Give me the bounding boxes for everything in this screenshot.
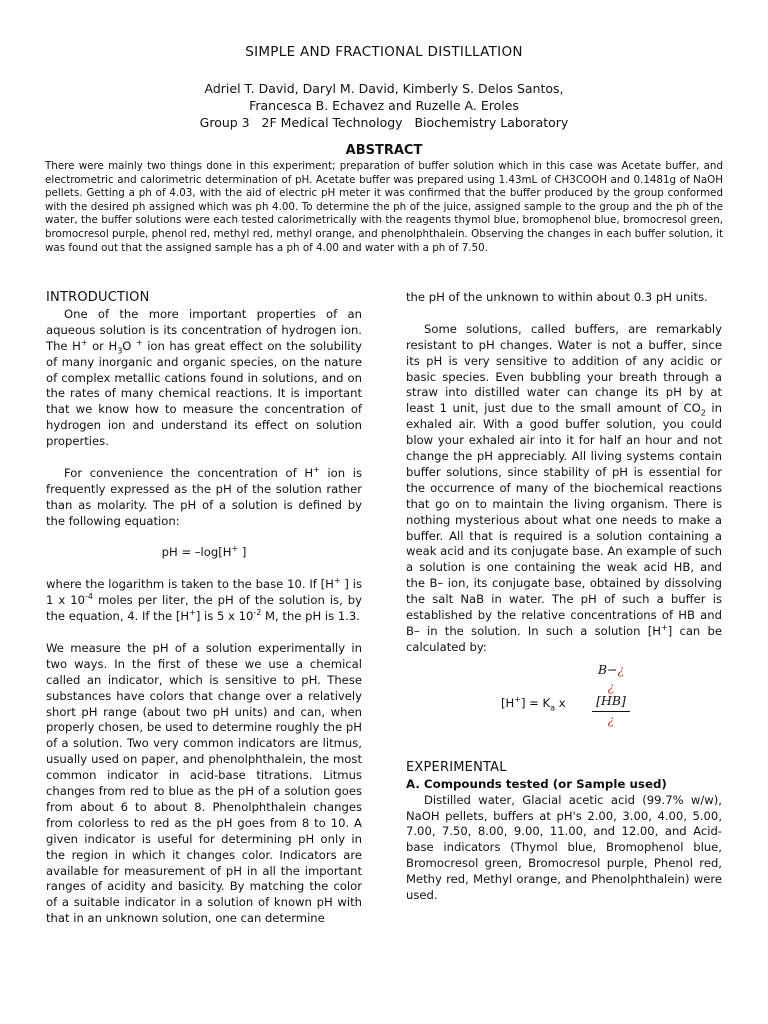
fraction-numerator: B−¿	[597, 661, 625, 677]
affiliation-line: Group 3 2F Medical Technology Biochemistry Laboratory	[199, 115, 569, 130]
intro-paragraph-3: where the logarithm is taken to the base 10. If [H+ ] is 1 x $10^{-4}$ moles per liter, the pH of the solution is, by the equation, 4. If the [H+] is 5 x $10^{-2}$ M, the pH is 1.3.	[46, 576, 363, 624]
intro-paragraph-4-continued: the pH of the unknown to within about 0.3 pH units.	[406, 290, 708, 304]
authors-line-2: Francesca B. Echavez and Ruzelle A. Eroles	[249, 98, 519, 113]
experimental-subheading: A. Compounds tested (or Sample used)	[406, 776, 667, 791]
authors-line-1: Adriel T. David, Daryl M. David, Kimberly S. Delos Santos,	[204, 81, 564, 96]
introduction-heading: INTRODUCTION	[46, 290, 150, 305]
right-column	[406, 290, 722, 904]
intro-paragraph-2: For convenience the concentration of H+ ion is frequently expressed as the pH of the solution rather than as molarity. The pH of a solution is defined by the following equation:	[46, 465, 363, 528]
ph-equation: pH = –log[H+ ]	[161, 544, 247, 560]
buffer-equation	[406, 662, 722, 742]
abstract-text: There were mainly two things done in this experiment; preparation of buffer solution which in this case was Acetate buffer, and electrometric and calorimetric determination of pH. Acetate buffer was prepared using 1.43mL of CH3COOH and 0.1481g of NaOH pellets. Getting a ph of 4.03, with the aid of electric pH meter it was confirmed that the buffer produced by the group conformed with the desired ph assigned which was ph 4.00. To determine the ph of the juice, assigned sample to the group and the ph of the water, the buffer solutions were each tested calorimetrically with the reagents thymol blue, bromophenol blue, bromocresol green, bromocresol purple, phenol red, methyl red, methyl orange, and phenolphthalein. Observing the changes in each buffer solution, it was found out that the assigned sample has a ph of 4.00 and water with a ph of 7.50.	[45, 160, 723, 254]
author-block	[0, 80, 768, 131]
fraction-denominator: [HB]	[596, 692, 626, 708]
intro-paragraph-1: One of the more important properties of an aqueous solution is its concentration of hydrogen ion. The H+ or $H_3O$ + ion has great effect on the solubility of many inorganic and organic species, on the nature of complex metallic cations found in solutions, and on the rates of many chemical reactions. It is important that we know how to measure the concentration of hydrogen ion and understand its effect on solution properties.	[46, 306, 363, 449]
buffer-equation-lhs: $[H^+] = K_a$ x	[501, 694, 566, 713]
buffer-paragraph: Some solutions, called buffers, are remarkably resistant to pH changes. Water is not a buffer, since its pH is very sensitive to addition of any acidic or basic species. Even bubbling your breath through a straw into distilled water can change its pH by at least 1 unit, just due to the small amount of $CO_2$ in exhaled air. With a good buffer solution, you could blow your exhaled air into it for half an hour and not change the pH appreciably. All living systems contain buffer solutions, since stability of pH is essential for the occurrence of many of the biochemical reactions that go on to maintain the living organism. There is nothing mysterious about what one needs to make a buffer. All that is required is a solution containing a weak acid and its conjugate base. An example of such a solution is one containing the weak acid HB, and the B– ion, its conjugate base, obtained by dissolving the salt NaB in water. The pH of such a buffer is established by the relative concentrations of HB and B– in the solution. In such a solution [H+] can be calculated by:	[406, 321, 723, 654]
fraction-artifact-1: ¿	[607, 678, 615, 694]
intro-paragraph-4: We measure the pH of a solution experimentally in two ways. In the first of these we use a chemical called an indicator, which is sensitive to pH. These substances have colors that change over a relatively short pH range (about two pH units) and can, when properly chosen, be used to determine roughly the pH of a solution. Two very common indicators are litmus, usually used on paper, and phenolphthalein, the most common indicator in acid-base titrations. Litmus changes from red to blue as the pH of a solution goes from about 6 to about 8. Phenolphthalein changes from colorless to red as the pH goes from 8 to 10. A given indicator is useful for determining pH only in the region in which it changes color. Indicators are available for measurement of pH in all the important ranges of acidity and basicity. By matching the color of a suitable indicator in a solution of known pH with that in an unknown solution, one can determine	[46, 640, 362, 926]
left-column	[46, 290, 362, 927]
experimental-paragraph: Distilled water, Glacial acetic acid (99.7% w/w), NaOH pellets, buffers at pH's 2.00, 3.00, 4.00, 5.00, 7.00, 7.50, 8.00, 9.00, 11.00, and 12.00, and Acid-base indicators (Thymol blue, Bromophenol blue, Bromocresol green, Bromocresol purple, Phenol red, Methy red, Methyl orange, and Phenolphthalein) were used.	[406, 792, 722, 903]
experimental-heading: EXPERIMENTAL	[406, 759, 507, 775]
abstract-heading: ABSTRACT	[345, 143, 423, 158]
paper-title: SIMPLE AND FRACTIONAL DISTILLATION	[245, 44, 523, 60]
fraction-artifact-2: ¿	[607, 711, 615, 727]
buffer-equation-fraction	[586, 662, 636, 726]
